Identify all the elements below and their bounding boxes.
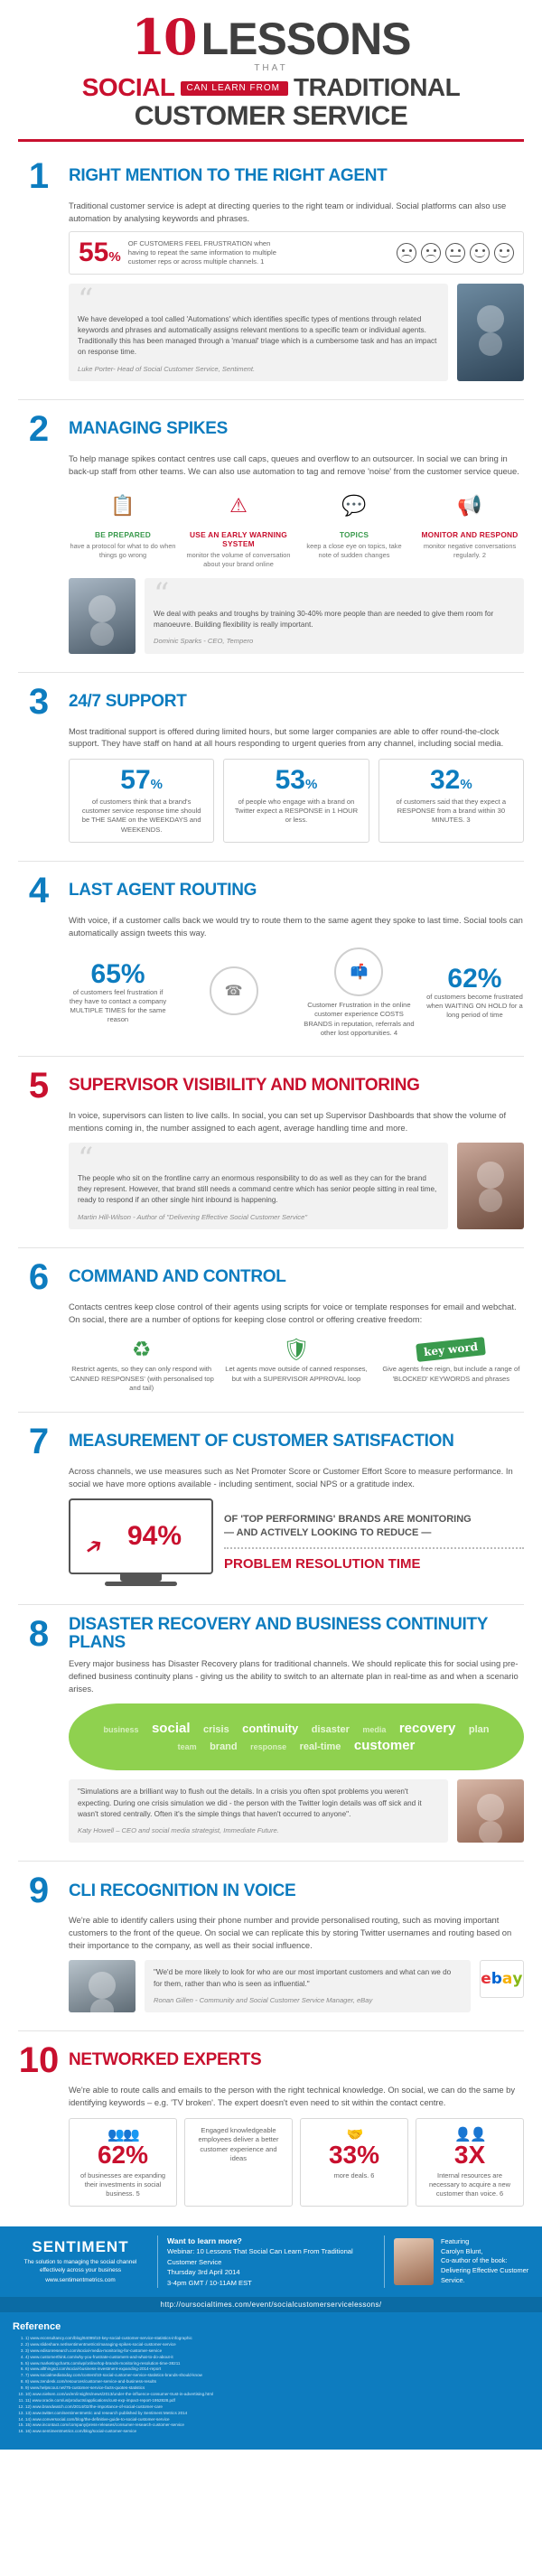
stat-53-value: 53% xyxy=(275,764,318,795)
cloud-word: response xyxy=(250,1742,287,1752)
section-1-title: RIGHT MENTION TO THE RIGHT AGENT xyxy=(69,166,388,186)
reference-item: 5. 5) www.marketingcharts.com/wp/online/top-brands-monitoring-resolution-time-38211 xyxy=(25,2361,529,2367)
section-1-stat-left xyxy=(79,239,388,266)
icon-col-4-title: MONITOR AND RESPOND xyxy=(421,530,519,540)
resources-icon: 👤👤 xyxy=(454,2126,485,2142)
section-8-head xyxy=(18,1614,524,1655)
col-1-text: Restrict agents, so they can only respond with 'CANNED RESPONSES' (with personalised top and tail) xyxy=(69,1365,214,1393)
section-8-attribution: Katy Howell – CEO and social media strategist, Immediate Future. xyxy=(78,1826,279,1835)
section-2-title: MANAGING SPIKES xyxy=(69,419,229,439)
header-chip: CAN LEARN FROM xyxy=(181,81,288,96)
section-8-quote-text: "Simulations are a brilliant way to flush out the details. In a crisis you often spot problems you weren't expecting. During one crisis simulation we did - the person with the Twitter login details was off sick and it wasn't stored centrally. Often it's the simple things that haven't occurred to anyone". xyxy=(78,1787,422,1818)
section-2-quote xyxy=(145,578,524,653)
cloud-word: disaster xyxy=(311,1724,350,1736)
section-3-number: 3 xyxy=(28,681,50,722)
section-6-columns xyxy=(69,1334,524,1394)
references-title: Reference xyxy=(13,2321,61,2332)
section-2-text: To help manage spikes contact centres use call caps, queues and overflow to an outsourcer. In social we can bring in back-up staff from other teams. We can also use automation to tag and remove 'noise' from the customer service queue. xyxy=(69,453,519,476)
section-3-head xyxy=(18,681,524,722)
header-customer-service: CUSTOMER SERVICE xyxy=(134,101,408,131)
speech-bubbles-icon: 💬 xyxy=(341,494,367,518)
monitor-graphic xyxy=(69,1498,213,1586)
face-sad-icon xyxy=(397,243,416,263)
stat-33-caption: more deals. 6 xyxy=(333,2170,375,2179)
section-7-callout xyxy=(224,1513,524,1572)
stat-3x-caption: Internal resources are necessary to acquire a new customer than voice. 6 xyxy=(429,2170,510,2198)
icon-col-topics xyxy=(300,486,408,569)
section-9-title: CLI RECOGNITION IN VOICE xyxy=(69,1881,296,1900)
section-3-text: Most traditional support is offered during limited hours, but some larger companies are able to offer round-the-clock support. They have staff on hand at all hours responding to urgent queries from any channel, including social media. xyxy=(69,725,504,749)
section-2-portrait xyxy=(69,578,136,653)
col-canned-responses xyxy=(69,1334,214,1394)
infographic-header xyxy=(0,0,542,147)
stat-53-caption: of people who engage with a brand on Twitter expect a RESPONSE in 1 HOUR or less. xyxy=(234,797,359,825)
sentiment-website[interactable]: www.sentimentmetrics.com xyxy=(45,2276,116,2283)
reference-item: 12. 12) www.brandwatch.com/2014/02/the-importance-of-social-customer-care xyxy=(25,2404,529,2411)
section-4-head xyxy=(18,870,524,910)
stat-57-value: 57% xyxy=(120,764,164,795)
cloud-word: brand xyxy=(210,1741,238,1753)
section-5 xyxy=(0,1057,542,1238)
section-8-number: 8 xyxy=(28,1614,50,1655)
section-1-stat-percent: % xyxy=(108,249,121,266)
cloud-word: social xyxy=(151,1721,191,1737)
featuring-block xyxy=(394,2237,529,2286)
people-icon: 👥👥 xyxy=(107,2126,138,2142)
stat-32-value: 32% xyxy=(429,764,472,795)
section-9-head xyxy=(18,1872,524,1909)
icon-col-2-text: monitor the volume of conversation about your brand online xyxy=(186,551,291,569)
header-subtitle-row xyxy=(0,75,542,101)
cloud-word: recovery xyxy=(398,1721,456,1737)
col-supervisor-approval xyxy=(223,1334,369,1394)
section-1-number: 1 xyxy=(28,156,50,196)
section-6-body xyxy=(69,1301,524,1394)
stat-94-value: 94% xyxy=(126,1521,182,1552)
webinar-time: 3-4pm GMT / 10-11AM EST xyxy=(167,2278,252,2287)
stat-65 xyxy=(69,958,167,1025)
up-arrow-icon: ➔ xyxy=(79,1532,109,1563)
col-2-text: Let agents move outside of canned responses, but with a SUPERVISOR APPROVAL loop xyxy=(225,1365,368,1383)
reference-item: 9. 9) www.helpscout.net/75-customer-service-facts-quotes-statistics xyxy=(25,2385,529,2392)
webinar-url[interactable]: http://oursocialtimes.com/event/socialcustomerservicelessons/ xyxy=(0,2297,542,2312)
section-5-title: SUPERVISOR VISIBILITY AND MONITORING xyxy=(69,1076,420,1096)
reference-item: 15. 15) www.incontact.com/company/press-releases/consumer-research-customer-service xyxy=(25,2422,529,2429)
stat-65-value: 65% xyxy=(90,958,145,989)
section-4 xyxy=(0,862,542,1047)
stat-3x-value: 3X xyxy=(453,2140,486,2169)
dashed-divider xyxy=(224,1547,524,1549)
section-2-attribution: Dominic Sparks - CEO, Tempero xyxy=(154,637,254,646)
cloud-word: continuity xyxy=(242,1722,299,1736)
section-5-attribution: Martin Hill-Wilson - Author of "Delivering Effective Social Customer Service" xyxy=(78,1212,308,1221)
section-3-stats xyxy=(69,759,524,843)
quote-mark-icon: “ xyxy=(154,576,170,613)
stat-62 xyxy=(425,963,524,1021)
header-title-line xyxy=(0,8,542,66)
featuring-text xyxy=(441,2237,529,2286)
engaged-employees-note xyxy=(184,2118,293,2207)
section-7-line-3: PROBLEM RESOLUTION TIME xyxy=(224,1556,421,1573)
icon-col-3-text: keep a close eye on topics, take note of sudden changes xyxy=(306,542,402,560)
face-neutral-icon xyxy=(445,243,465,263)
icon-col-monitor-respond xyxy=(416,486,524,569)
stat-32 xyxy=(378,759,524,843)
section-8-title: DISASTER RECOVERY AND BUSINESS CONTINUITY PLANS xyxy=(69,1615,488,1653)
section-1-attribution: Luke Porter- Head of Social Customer Service, Sentiment. xyxy=(78,364,256,373)
stat-3x xyxy=(416,2118,524,2207)
stat-62b-caption: of businesses are expanding their investments in social business. 5 xyxy=(79,2170,166,2198)
section-4-stats xyxy=(69,947,524,1038)
reference-item: 7. 7) www.socialmediatoday.com/content/10-social-customer-service-statistics-brands-should-know xyxy=(25,2373,529,2379)
section-6-number: 6 xyxy=(28,1256,50,1297)
reference-item: 1. 1) www.econsultancy.com/blog/64099/10-key-social-customer-service-statistics-infographic xyxy=(25,2336,529,2342)
section-7-title: MEASUREMENT OF CUSTOMER SATISFACTION xyxy=(69,1432,454,1451)
section-4-body xyxy=(69,914,524,1038)
webinar-name: Webinar: 10 Lessons That Social Can Learn From Traditional Customer Service xyxy=(167,2247,353,2266)
cloud-word: crisis xyxy=(202,1724,229,1736)
section-1-portrait xyxy=(457,284,524,381)
section-7-line-1: OF 'TOP PERFORMING' BRANDS ARE MONITORING xyxy=(224,1514,472,1526)
section-2-number: 2 xyxy=(28,409,50,450)
section-4-mid-caption: Customer Frustration in the online customer experience COSTS BRANDS in reputation, referrals and other lost opportunities. 4 xyxy=(304,1001,415,1037)
section-5-quote-card xyxy=(69,1143,524,1229)
section-2 xyxy=(0,400,542,663)
featuring-label: Featuring xyxy=(441,2236,470,2245)
section-8 xyxy=(0,1605,542,1852)
section-9-quote-text: "We'd be more likely to look for who are our most important customers and what can we do for them, rather than who is seen as influential." xyxy=(154,1968,452,1988)
stat-33 xyxy=(300,2118,408,2207)
section-7-number: 7 xyxy=(28,1422,50,1462)
monitor-stand xyxy=(120,1574,162,1582)
section-10-number: 10 xyxy=(18,2040,60,2081)
clipboard-icon: 📋 xyxy=(110,494,136,518)
section-7-head xyxy=(18,1423,524,1460)
section-10-text: We're able to route calls and emails to the person with the right technical knowledge. On social, we can do the same by identifying keywords – e.g. 'TV broken'. The expert doesn't even need to sit within the contact centre. xyxy=(69,2085,516,2107)
stat-32-caption: of customers said that they expect a RESPONSE from a brand within 30 MINUTES. 3 xyxy=(396,797,507,825)
stat-62b-value: 62% xyxy=(97,2140,149,2169)
cloud-word: customer xyxy=(353,1738,416,1754)
reference-item: 6. 6) www.allthingsd.com/social-business-investment-expanding-2014-report xyxy=(25,2366,529,2373)
section-5-portrait xyxy=(457,1143,524,1229)
section-9 xyxy=(0,1862,542,2021)
section-4-title: LAST AGENT ROUTING xyxy=(69,880,257,900)
section-5-text: In voice, supervisors can listen to live calls. In social, you can set up Supervisor Dashboards that show the volume of mentions coming in, the number assigned to each agent, average handling time and more. xyxy=(69,1110,507,1133)
quote-mark-icon: “ xyxy=(78,1141,94,1178)
section-6-text: Contacts centres keep close control of their agents using scripts for voice or template responses for email and webchat. On social, there are a number of options for keeping close control or offering creative freedom: xyxy=(69,1301,517,1324)
cloud-word: team xyxy=(177,1742,197,1752)
section-1-quote xyxy=(69,284,448,381)
section-4-mid-2 xyxy=(300,947,418,1038)
section-3 xyxy=(0,673,542,852)
header-that: THAT xyxy=(254,63,288,73)
reference-item: 13. 13) www.twitter.com/sentimentmetric and research published by Sentiment Metrics 2014 xyxy=(25,2411,529,2417)
section-8-quote xyxy=(69,1779,448,1843)
section-1-text: Traditional customer service is adept at directing queries to the right team or individual. Social platforms can also use automation by analysing keywords and phrases. xyxy=(69,201,507,223)
section-9-portrait xyxy=(69,1960,136,2012)
stat-53 xyxy=(223,759,369,843)
section-1-stat-number: 55 xyxy=(79,238,109,268)
stat-62-caption: of customers become frustrated when WAITING ON HOLD for a long period of time xyxy=(426,992,523,1020)
sentiment-tagline: The solution to managing the social channel effectively across your business xyxy=(23,2259,137,2273)
reference-item: 11. 11) www.oracle.com/us/products/applications/cust-exp-impact-report-1952828.pdf xyxy=(25,2398,529,2404)
section-5-body xyxy=(69,1109,524,1229)
phone-keypad-icon: ☎ xyxy=(210,966,258,1015)
section-3-title: 24/7 SUPPORT xyxy=(69,691,187,711)
webinar-title: Want to learn more? xyxy=(167,2235,242,2245)
section-8-body xyxy=(69,1657,524,1843)
section-7-line-2: — AND ACTIVELY LOOKING TO REDUCE — xyxy=(224,1527,432,1539)
section-1-stat-value xyxy=(79,239,121,266)
section-8-portrait xyxy=(457,1779,524,1843)
section-6 xyxy=(0,1248,542,1403)
recycle-icon: ♻ xyxy=(131,1337,152,1362)
webinar-info xyxy=(157,2235,385,2288)
face-smile-icon xyxy=(470,243,490,263)
section-5-number: 5 xyxy=(28,1066,50,1106)
section-8-text: Every major business has Disaster Recovery plans for traditional channels. We should replicate this for social using pre-defined business continuity plans - giving us the ability to switch to an alternate plan in real-time as and when a scenario arises. xyxy=(69,1658,519,1694)
section-10-stats xyxy=(69,2118,524,2207)
section-9-text: We're able to identify callers using their phone number and provide personalised routing, such as moving important customers to the front of the queue. On social we can replicate this by storing Twitter usernames and routing based on their importance to the company, as well as their social influence. xyxy=(69,1915,512,1950)
section-2-quote-text: We deal with peaks and troughs by training 30-40% more people than are needed to give them room for manoeuvre. Building flexibility is really important. xyxy=(154,609,494,629)
word-cloud xyxy=(69,1703,524,1770)
section-4-mid xyxy=(174,966,293,1020)
col-blocked-keywords xyxy=(378,1334,524,1394)
section-2-body xyxy=(69,453,524,654)
section-1-body xyxy=(69,200,524,381)
webinar-date: Thursday 3rd April 2014 xyxy=(167,2268,240,2277)
section-3-body xyxy=(69,725,524,843)
icon-col-2-title: USE AN EARLY WARNING SYSTEM xyxy=(190,530,287,549)
shield-check-icon: 🛡 xyxy=(282,1337,311,1362)
section-9-attribution: Ronan Gillen - Community and Social Customer Service Manager, eBay xyxy=(154,1995,373,2004)
featuring-name: Carolyn Blunt, xyxy=(441,2246,483,2255)
faces-scale xyxy=(397,243,514,263)
cloud-word: media xyxy=(362,1725,387,1735)
section-7-text: Across channels, we use measures such as Net Promoter Score or Customer Effort Score to measure performance. In social we have more options available - including sentiment, social NPS or a gratitude index. xyxy=(69,1466,513,1489)
engaged-employees-text: Engaged knowledgeable employees deliver a better customer experience and ideas xyxy=(198,2125,279,2163)
footer-bar xyxy=(0,2226,542,2297)
sentiment-logo[interactable] xyxy=(13,2238,148,2284)
section-7-visual xyxy=(69,1498,524,1586)
section-7 xyxy=(0,1413,542,1595)
stat-57-caption: of customers think that a brand's customer service response time should be THE SAME on the WEEKDAYS and WEEKENDS. xyxy=(81,797,201,834)
section-10 xyxy=(0,2031,542,2215)
sentiment-brand-name: SENTIMENT xyxy=(32,2238,129,2256)
cloud-word: business xyxy=(103,1725,139,1735)
face-frown-icon xyxy=(421,243,441,263)
icon-col-4-text: monitor negative conversations regularly. 2 xyxy=(423,542,517,560)
section-7-body xyxy=(69,1465,524,1586)
section-4-text: With voice, if a customer calls back we would try to route them to the same agent they spoke to last time. Social tools can automatically assign tweets this way. xyxy=(69,914,523,938)
alert-icon: ⚠ xyxy=(229,494,248,518)
section-6-title: COMMAND AND CONTROL xyxy=(69,1266,286,1286)
reference-item: 14. 14) www.conversocial.com/blog/the-definitive-guide-to-social-customer-service xyxy=(25,2417,529,2423)
keyword-icon: key word xyxy=(378,1334,524,1365)
section-9-quote xyxy=(145,1960,471,2012)
icon-col-3-title: TOPICS xyxy=(339,530,369,540)
stat-57 xyxy=(69,759,214,843)
reference-item: 8. 8) www.zendesk.com/resources/customer-service-and-business-results xyxy=(25,2379,529,2385)
section-1-stat xyxy=(69,231,524,275)
stat-65-caption: of customers feel frustration if they have to contact a company MULTIPLE TIMES for the same reason xyxy=(69,987,167,1024)
section-5-quote xyxy=(69,1143,448,1229)
section-8-quote-card xyxy=(69,1779,524,1843)
section-1-stat-caption: OF CUSTOMERS FEEL FRUSTRATION when having to repeat the same information to multiple customer reps or across multiple channels. 1 xyxy=(127,239,276,266)
reference-item: 3. 3) www.edisonresearch.com/social-media-monitoring-for-customer-service xyxy=(25,2348,529,2355)
angry-customer-icon: 📫 xyxy=(334,947,383,996)
col-3-text: Give agents free reign, but include a range of 'BLOCKED' KEYWORDS and phrases xyxy=(382,1365,520,1383)
section-4-number: 4 xyxy=(28,870,50,910)
monitor-screen xyxy=(69,1498,213,1574)
header-social: SOCIAL xyxy=(81,73,175,101)
cloud-word: plan xyxy=(468,1724,490,1736)
reference-item: 16. 16) www.sentimentmetrics.com/blog/social-customer-service xyxy=(25,2429,529,2435)
section-10-title: NETWORKED EXPERTS xyxy=(69,2050,262,2070)
section-1-quote-text: We have developed a tool called 'Automations' which identifies specific types of mentions through related keywords and phrases and automatically assigns relevant mentions to a specific team or individual agents. Traditionally this has been managed through a 'manual' triage which is a cumbersome task and has an impact on response time. xyxy=(78,314,437,357)
icon-col-be-prepared xyxy=(69,486,177,569)
header-divider xyxy=(18,139,524,142)
section-9-body xyxy=(69,1914,524,2012)
section-6-head xyxy=(18,1256,524,1297)
ebay-logo: e b a y xyxy=(480,1960,524,1998)
reference-item: 2. 2) www.slideshare.net/sentimentmetrics/managing-spikes-social-customer-service xyxy=(25,2342,529,2348)
section-1 xyxy=(0,147,542,390)
section-9-number: 9 xyxy=(28,1871,50,1911)
megaphone-icon: 📢 xyxy=(457,494,482,518)
section-10-head xyxy=(18,2040,524,2081)
section-10-body xyxy=(69,2084,524,2206)
reference-item: 10. 10) www.nielsen.com/us/en/insights/news/2013/under-the-influence-consumer-trust-in-advertising.html xyxy=(25,2392,529,2398)
stat-33-value: 33% xyxy=(328,2140,380,2169)
stat-62-social-business xyxy=(69,2118,177,2207)
section-5-head xyxy=(18,1068,524,1104)
cloud-word: real-time xyxy=(299,1741,341,1753)
section-2-head xyxy=(18,409,524,450)
section-2-quote-card xyxy=(69,578,524,653)
stat-62-value: 62% xyxy=(447,963,502,994)
section-1-quote-card xyxy=(69,284,524,381)
icon-col-1-text: have a protocol for what to do when things go wrong xyxy=(70,542,176,560)
icon-col-early-warning xyxy=(184,486,293,569)
section-5-quote-text: The people who sit on the frontline carry an enormous responsibility to do as well as they can for the brand they represent. However, that brand still needs a command centre which has senior people sitting in real time, ready to respond if an other single hint inbound is happening. xyxy=(78,1173,437,1205)
section-2-icon-row xyxy=(69,486,524,569)
header-traditional: TRADITIONAL xyxy=(293,73,461,101)
handshake-icon: 🤝 xyxy=(346,2126,362,2142)
section-1-head xyxy=(18,158,524,194)
reference-item: 4. 4) www.customerthink.com/why-you-frustrate-customers-and-what-to-do-about-it xyxy=(25,2355,529,2361)
icon-col-1-title: BE PREPARED xyxy=(94,530,152,540)
section-9-quote-card xyxy=(69,1960,524,2012)
header-number-ten: 10 xyxy=(131,8,196,66)
references-list xyxy=(25,2336,529,2435)
monitor-base xyxy=(105,1582,177,1586)
quote-mark-icon: “ xyxy=(78,282,94,319)
references-block xyxy=(0,2312,542,2450)
speaker-avatar xyxy=(394,2238,434,2285)
face-happy-icon xyxy=(494,243,514,263)
featuring-role: Co-author of the book: Delivering Effective Customer Service. xyxy=(441,2256,529,2284)
header-lessons: LESSONS xyxy=(201,14,411,64)
